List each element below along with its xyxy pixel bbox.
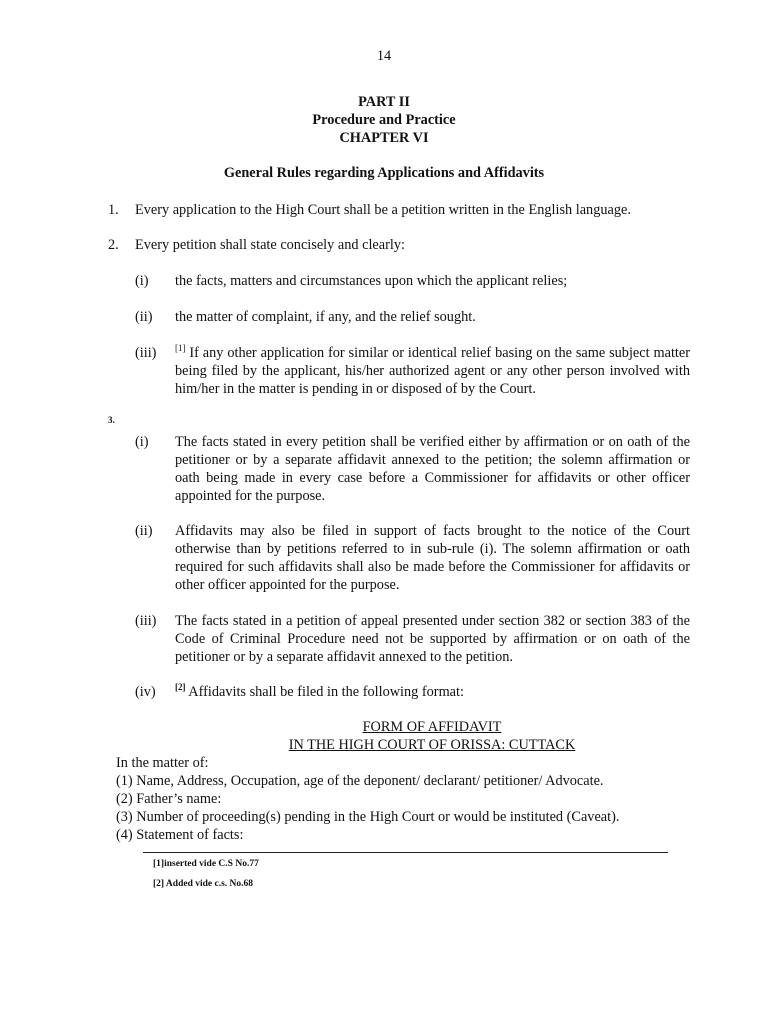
footnote-2: [2] Added vide c.s. No.68 bbox=[153, 879, 254, 889]
rule-1-text: Every application to the High Court shall be a petition written in the English language. bbox=[135, 202, 631, 218]
rule-3-item-2-number: (ii) bbox=[135, 523, 153, 539]
form-item-3: (3) Number of proceeding(s) pending in the High Court or would be instituted (Caveat). bbox=[116, 809, 620, 825]
form-title: FORM OF AFFIDAVIT bbox=[362, 719, 502, 735]
footnote-divider bbox=[143, 852, 668, 853]
rule-3-item-1-text: The facts stated in every petition shall be verified either by affirmation or on oath of the petitioner or by a separate affidavit annexed to the petition; the solemn affirmation or oath being made in every case before a Commissioner for affidavits or other officer appointed for the purpose. bbox=[175, 434, 690, 504]
rule-2-item-1-text: the facts, matters and circumstances upon which the applicant relies; bbox=[175, 273, 568, 289]
rule-2-item-2-text: the matter of complaint, if any, and the relief sought. bbox=[175, 309, 476, 325]
rule-2-item-2-number: (ii) bbox=[135, 309, 153, 325]
rule-3-item-4-body bbox=[175, 683, 690, 701]
rule-2-number: 2. bbox=[108, 237, 119, 253]
rule-2-text: Every petition shall state concisely and clearly: bbox=[135, 237, 405, 253]
chapter-heading: CHAPTER VI bbox=[339, 130, 429, 146]
rule-2-item-3-text: If any other application for similar or identical relief basing on the same subject matter being filed by the applicant, his/her authorized agent or any other person involved with him/her in the matter is pending in or disposed of by the Court. bbox=[175, 345, 690, 397]
form-court-wrap bbox=[0, 736, 768, 754]
section-title: General Rules regarding Applications and Affidavits bbox=[223, 165, 545, 181]
part-subtitle: Procedure and Practice bbox=[312, 112, 456, 128]
rule-1-number: 1. bbox=[108, 202, 119, 218]
footnote-1: [1]inserted vide C.S No.77 bbox=[153, 859, 259, 869]
rule-2-item-1-number: (i) bbox=[135, 273, 149, 289]
part-heading: PART II bbox=[358, 94, 410, 110]
form-item-2: (2) Father’s name: bbox=[116, 791, 222, 807]
rule-3-item-4-number: (iv) bbox=[135, 684, 156, 700]
rule-3-item-3-number: (iii) bbox=[135, 613, 157, 629]
rule-3-item-1-number: (i) bbox=[135, 434, 149, 450]
rule-2-item-3-body bbox=[175, 344, 690, 398]
rule-3-number: 3. bbox=[108, 415, 115, 425]
form-title-wrap bbox=[0, 718, 768, 736]
page-number: 14 bbox=[376, 48, 392, 64]
form-court: IN THE HIGH COURT OF ORISSA: CUTTACK bbox=[288, 737, 576, 753]
rule-3-item-4-text: Affidavits shall be filed in the following format: bbox=[185, 684, 464, 700]
form-matter: In the matter of: bbox=[116, 755, 209, 771]
rule-2-item-3-number: (iii) bbox=[135, 345, 157, 361]
rule-3-item-3-text: The facts stated in a petition of appeal presented under section 382 or section 383 of the Code of Criminal Procedure need not be supported by affirmation or on oath of the petitioner or by a separate affidavit annexed to the petition. bbox=[175, 613, 690, 665]
rule-3-item-2-text: Affidavits may also be filed in support of facts brought to the notice of the Court otherwise than by petitions referred to in sub-rule (i). The solemn affirmation or oath required for such affidavits shall also be made before the Commissioner for affidavits or other officer appointed for the purpose. bbox=[175, 523, 690, 593]
form-item-4: (4) Statement of facts: bbox=[116, 827, 244, 843]
footnote-ref-2[interactable]: [2] bbox=[175, 682, 186, 692]
form-item-1: (1) Name, Address, Occupation, age of the deponent/ declarant/ petitioner/ Advocate. bbox=[116, 773, 604, 789]
footnote-ref-1[interactable]: [1] bbox=[175, 343, 186, 353]
